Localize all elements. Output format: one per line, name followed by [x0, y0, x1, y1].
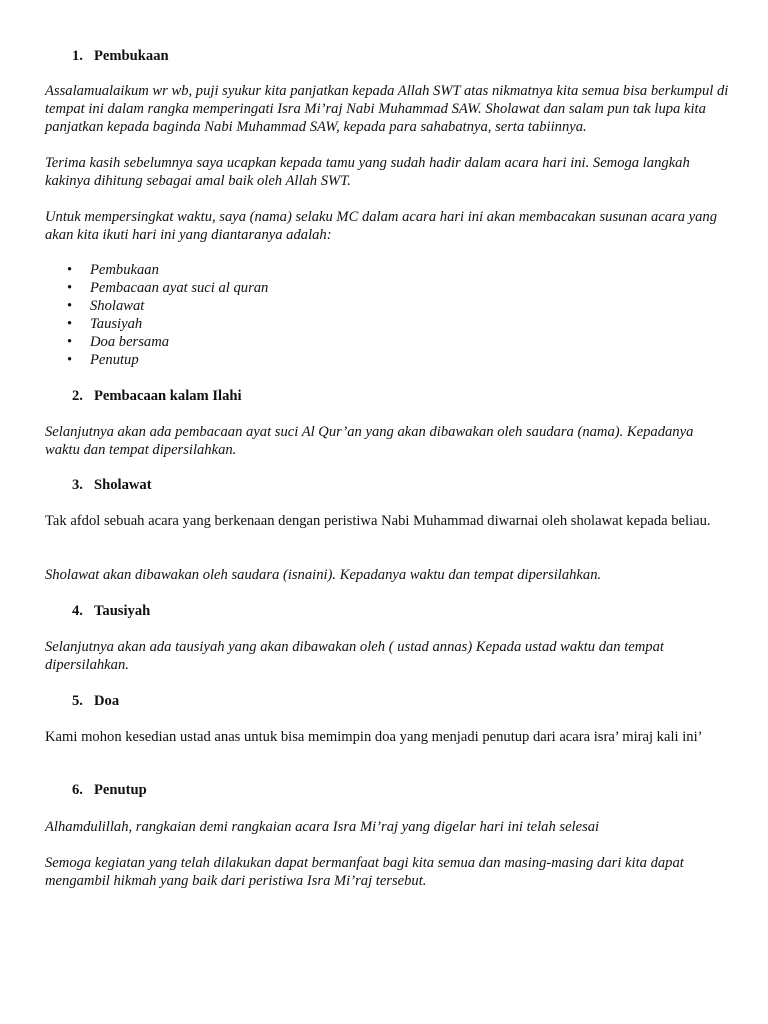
list-item	[45, 262, 268, 280]
list-item	[45, 352, 268, 370]
section-number: 3.	[72, 477, 83, 493]
section-title: Doa	[94, 693, 120, 709]
bullet-icon: •	[67, 262, 73, 278]
section-title: Sholawat	[94, 477, 152, 493]
closing-hope-paragraph: Semoga kegiatan yang telah dilakukan dapat bermanfaat bagi kita semua dan masing-masing dari kita dapat mengambil hikmah yang baik dari peristiwa Isra Mi’raj tersebut.	[45, 855, 684, 889]
agenda-item-label: Pembukaan	[90, 262, 159, 278]
section-number: 4.	[72, 603, 83, 619]
sholawat-performer-paragraph: Sholawat akan dibawakan oleh saudara (isnaini). Kepadanya waktu dan tempat dipersilahkan.	[45, 567, 602, 583]
section-heading-doa	[72, 692, 119, 710]
bullet-icon: •	[67, 333, 73, 350]
sholawat-intro-paragraph: Tak afdol sebuah acara yang berkenaan dengan peristiwa Nabi Muhammad diwarnai oleh sholawat kepada beliau.	[45, 513, 711, 529]
section-heading-sholawat	[72, 476, 152, 494]
agenda-list	[45, 262, 268, 369]
bullet-icon: •	[67, 297, 73, 314]
list-item	[45, 316, 268, 334]
opening-greeting-paragraph: Assalamualaikum wr wb, puji syukur kita panjatkan kepada Allah SWT atas nikmatnya kita semua bisa berkumpul di tempat ini dalam rangka memperingati Isra Mi’raj Nabi Muhammad SAW. Sholawat dan salam pun tak lupa kita panjatkan kepada baginda Nabi Muhammad SAW, kepada para sahabatnya, serta tabiinnya.	[45, 83, 729, 135]
section-heading-penutup	[72, 781, 147, 799]
doa-paragraph: Kami mohon kesedian ustad anas untuk bisa memimpin doa yang menjadi penutup dari acara isra’ miraj kali ini’	[45, 729, 703, 745]
agenda-item-label: Doa bersama	[90, 333, 170, 350]
agenda-item-label: Sholawat	[90, 297, 145, 314]
bullet-icon: •	[67, 351, 73, 368]
section-heading-tausiyah	[72, 602, 150, 620]
list-item	[45, 280, 268, 298]
list-item	[45, 298, 268, 316]
section-title: Pembukaan	[94, 48, 169, 64]
section-number: 6.	[72, 782, 83, 798]
agenda-intro-paragraph: Untuk mempersingkat waktu, saya (nama) selaku MC dalam acara hari ini akan membacakan susunan acara yang akan kita ikuti hari ini yang diantaranya adalah:	[45, 209, 718, 243]
bullet-icon: •	[67, 279, 73, 296]
section-number: 5.	[72, 693, 83, 709]
bullet-icon: •	[67, 315, 73, 332]
section-title: Penutup	[94, 782, 147, 798]
list-item	[45, 334, 268, 352]
agenda-item-label: Pembacaan ayat suci al quran	[90, 279, 269, 296]
agenda-item-label: Tausiyah	[90, 315, 143, 332]
quran-reading-paragraph: Selanjutnya akan ada pembacaan ayat suci Al Qur’an yang akan dibawakan oleh saudara (nama). Kepadanya waktu dan tempat dipersilahkan.	[45, 424, 694, 458]
section-title: Pembacaan kalam Ilahi	[94, 388, 242, 404]
section-heading-pembacaan-kalam-ilahi	[72, 387, 242, 405]
thanks-paragraph: Terima kasih sebelumnya saya ucapkan kepada tamu yang sudah hadir dalam acara hari ini. Semoga langkah kakinya dihitung sebagai amal baik oleh Allah SWT.	[45, 155, 690, 189]
section-title: Tausiyah	[94, 603, 151, 619]
section-number: 1.	[72, 48, 83, 64]
section-number: 2.	[72, 388, 83, 404]
agenda-item-label: Penutup	[90, 351, 139, 368]
tausiyah-paragraph: Selanjutnya akan ada tausiyah yang akan dibawakan oleh ( ustad annas) Kepada ustad waktu dan tempat dipersilahkan.	[45, 639, 664, 673]
section-heading-pembukaan	[72, 47, 169, 65]
closing-paragraph: Alhamdulillah, rangkaian demi rangkaian acara Isra Mi’raj yang digelar hari ini telah selesai	[45, 819, 600, 835]
